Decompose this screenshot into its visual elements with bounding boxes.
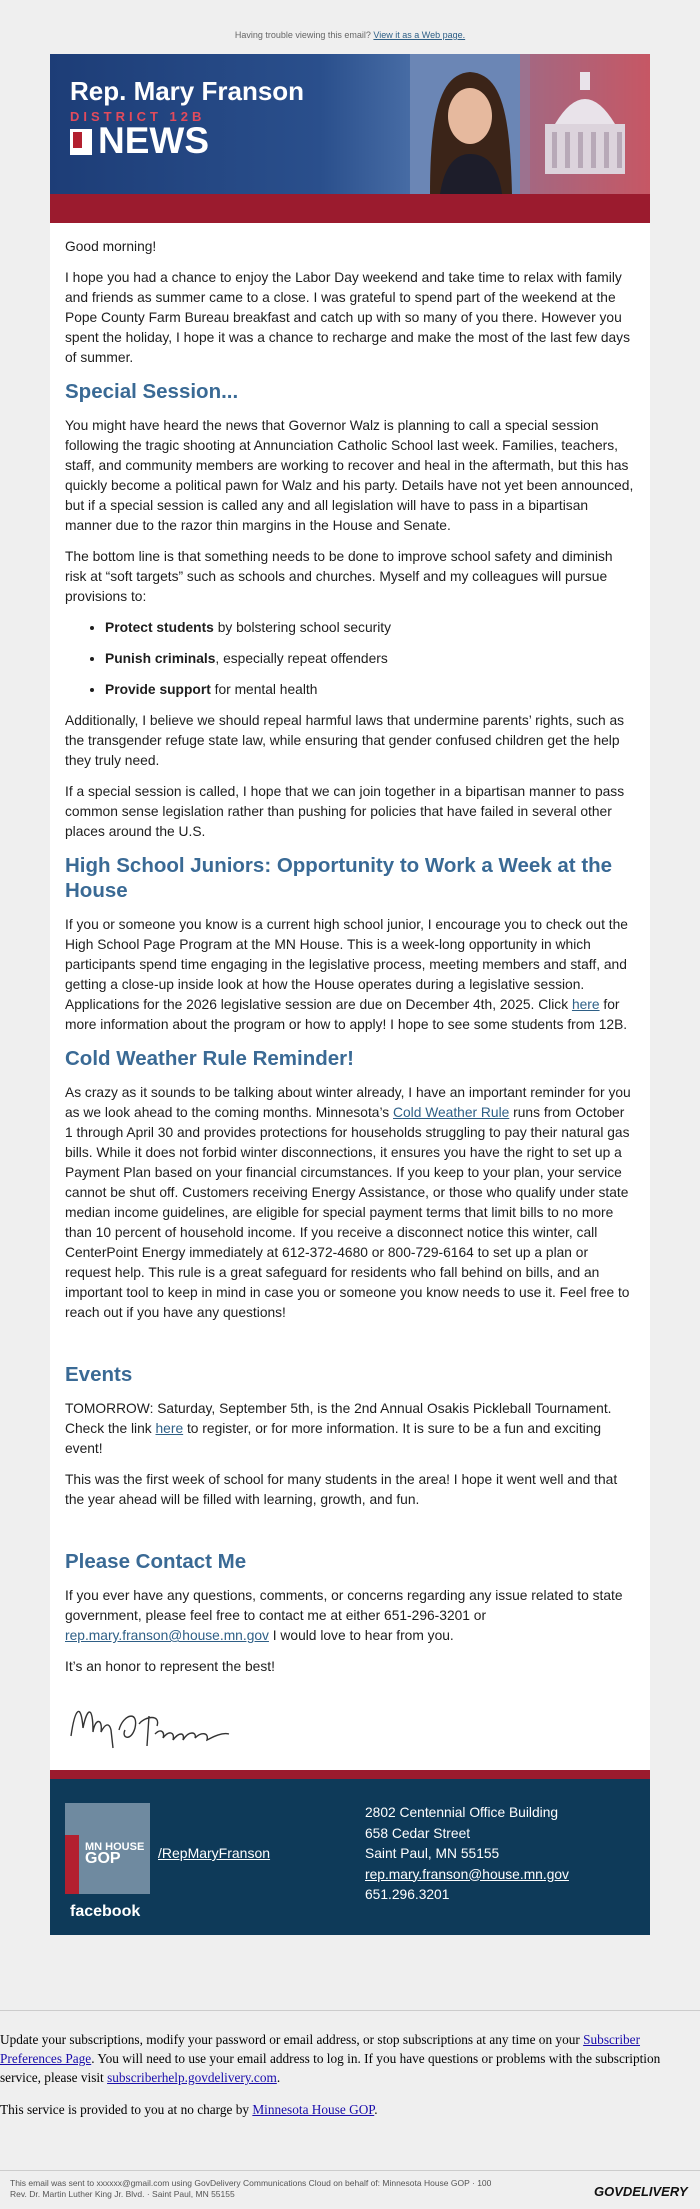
events-text: TOMORROW: Saturday, September 5th, is the 2nd Annual Osakis Pickleball Tournament. Check the link: [65, 1401, 612, 1436]
signature-image: [65, 1688, 265, 1754]
logo-text-line2: GOP: [85, 1850, 121, 1867]
sent-to-line: This email was sent to xxxxxx@gmail.com using GovDelivery Communications Cloud on behalf of: Minnesota House GOP · 100: [10, 2178, 492, 2188]
events-paragraph: [65, 1399, 635, 1459]
facebook-page-link[interactable]: /RepMaryFranson: [158, 1845, 271, 1861]
header-name: Rep. Mary Franson: [70, 76, 305, 106]
cold-weather-rule-link[interactable]: Cold Weather Rule: [393, 1105, 510, 1120]
portrait-photo: [410, 54, 530, 194]
special-session-heading: Special Session...: [65, 380, 239, 403]
list-item-text: for mental health: [210, 682, 318, 697]
house-gop-link[interactable]: Minnesota House GOP: [252, 2102, 375, 2117]
subscriber-preferences-link[interactable]: Subscriber Preferences Page: [0, 2032, 641, 2066]
special-session-paragraph: You might have heard the news that Governor Walz is planning to call a special session following the tragic shooting at Annunciation Catholic School last week. Families, teachers, staff, and community members are working to recover and heal in the aftermath, but this has quickly become a political pawn for Walz and his party. Details have not yet been announced, but if a special session is called any and all legislation will have to pass in a bipartisan manner due to the razor thin margins in the House and Senate.: [65, 418, 634, 533]
events-paragraph: This was the first week of school for many students in the area! I hope it went well and that the year ahead will be filled with learning, growth, and fun.: [65, 1472, 618, 1507]
divider: [0, 2010, 700, 2011]
service-text: .: [374, 2102, 378, 2117]
logo-text: [85, 1841, 144, 1866]
trouble-viewing-note: [0, 0, 700, 54]
subscription-text: .: [276, 2070, 281, 2085]
greeting: Good morning!: [65, 239, 157, 254]
special-session-paragraph: The bottom line is that something needs to be done to improve school safety and diminish risk at “soft targets” such as schools and churches. Myself and my colleagues will pursue provisions to:: [65, 549, 613, 604]
provisions-list: [65, 618, 635, 700]
cold-weather-text: As crazy as it sounds to be talking about winter already, I have an important reminder for you as we look ahead to the coming months. Minnesota’s: [65, 1085, 631, 1120]
logo-red-stripe: [65, 1835, 79, 1894]
list-item-text: , especially repeat offenders: [215, 651, 388, 666]
closing-line: It’s an honor to represent the best!: [65, 1659, 275, 1674]
footer-phone: 651.296.3201: [365, 1887, 450, 1902]
list-item-bold: Protect students: [105, 620, 214, 635]
address-line: Saint Paul, MN 55155: [365, 1846, 500, 1861]
contact-text: If you ever have any questions, comments, or concerns regarding any issue related to state government, please feel free to contact me at either 651-296-3201 or: [65, 1588, 623, 1623]
contact-paragraph: [65, 1586, 635, 1646]
intro-paragraph: I hope you had a chance to enjoy the Labor Day weekend and take time to relax with family and friends as summer came to a close. I was grateful to spend part of the weekend at the Pope County Farm Bureau breakfast and catch up with so many of you there. However you spent the holiday, I hope it was a chance to recharge and make the most of the last few days of summer.: [65, 270, 630, 365]
page-program-heading: High School Juniors: Opportunity to Work a Week at the House: [65, 854, 613, 902]
footer-contact-block: [50, 1770, 650, 1935]
cold-weather-text: runs from October 1 through April 30 and provides protections for households struggling to pay their natural gas bills. While it does not forbid winter disconnections, it ensures you have the right to set up a Payment Plan based on your financial circumstances. If you keep to your plan, your service cannot be shut off. Customers receiving Energy Assistance, or those who qualify under state median income guidelines, are eligible for special payment terms that limit bills to no more than 10 percent of household income. If you receive a disconnect notice this winter, call CenterPoint Energy immediately at 612-372-4680 or 800-729-6164 to set up a plan or request help. This rule is a great safeguard for residents who fall behind on bills, and an important tool to keep in mind in case you or someone you know needs to use it. Feel free to reach out if you have any questions!: [65, 1105, 630, 1320]
address-line: 658 Cedar Street: [365, 1825, 471, 1841]
service-text: This service is provided to you at no charge by: [0, 2102, 253, 2117]
office-address: [365, 1803, 569, 1906]
service-paragraph: [0, 2100, 700, 2119]
capitol-building-image: [520, 54, 650, 194]
list-item-bold: Punish criminals: [105, 651, 216, 666]
cold-weather-heading: Cold Weather Rule Reminder!: [65, 1047, 354, 1070]
page-program-link[interactable]: here: [571, 997, 600, 1012]
footer-email-link[interactable]: rep.mary.franson@house.mn.gov: [365, 1866, 569, 1882]
facebook-icon[interactable]: facebook: [70, 1903, 141, 1920]
list-item: [105, 680, 635, 700]
header-red-bar: [50, 194, 650, 223]
page-program-text: If you or someone you know is a current high school junior, I encourage you to check out the High School Page Program at the MN House. This is a week-long opportunity in which participants spend time engaging in the legislative process, meeting members and staff, and getting a close-up inside look at how the House operates during a legislative session. Applications for the 2026 legislative session are due on December 4th, 2025. Click: [65, 917, 628, 1012]
mn-logo-icon: [70, 129, 92, 155]
page-program-paragraph: [65, 915, 635, 1035]
contact-heading: Please Contact Me: [65, 1550, 247, 1573]
header-district: DISTRICT 12B: [70, 109, 206, 124]
list-item: [105, 618, 635, 638]
newsletter-content: [50, 223, 650, 1770]
newsletter-header: [50, 54, 650, 194]
logo-text-line1: MN HOUSE: [85, 1841, 145, 1853]
contact-text: I would love to hear from you.: [268, 1628, 454, 1643]
view-web-page-link[interactable]: View it as a Web page.: [373, 30, 466, 40]
mn-house-gop-logo: [65, 1803, 150, 1894]
list-item: [105, 649, 635, 669]
govdelivery-logo: GOVDELIVERY: [594, 2184, 688, 2199]
list-item-text: by bolstering school security: [213, 620, 392, 635]
email-body: [50, 54, 650, 1935]
subscription-text: . You will need to use your email address to log in. If you have questions or problems with the subscription service, please visit: [0, 2051, 661, 2085]
events-text: to register, or for more information. It is sure to be a fun and exciting event!: [65, 1421, 602, 1456]
subscriber-help-link[interactable]: subscriberhelp.govdelivery.com: [107, 2070, 277, 2085]
trouble-viewing-text: Having trouble viewing this email?: [234, 30, 371, 40]
page-program-text: for more information about the program or how to apply! I hope to see some students from 12B.: [65, 997, 628, 1032]
pickleball-link[interactable]: here: [155, 1421, 184, 1436]
subscription-text: Update your subscriptions, modify your password or email address, or stop subscriptions at any time on your: [0, 2032, 584, 2047]
subscription-notice: [0, 2030, 700, 2132]
header-news: NEWS: [98, 120, 209, 161]
special-session-paragraph: Additionally, I believe we should repeal harmful laws that undermine parents’ rights, such as the transgender refuge state law, while ensuring that gender confused children get the help they truly need.: [65, 713, 625, 768]
contact-email-link[interactable]: rep.mary.franson@house.mn.gov: [65, 1628, 269, 1643]
address-line: 2802 Centennial Office Building: [365, 1805, 559, 1820]
cold-weather-paragraph: [65, 1083, 635, 1323]
signature: [65, 1688, 635, 1760]
sent-to-line: Rev. Dr. Martin Luther King Jr. Blvd. · Saint Paul, MN 55155: [10, 2189, 235, 2199]
list-item-bold: Provide support: [105, 682, 211, 697]
sent-to-note: [10, 2178, 590, 2200]
special-session-paragraph: If a special session is called, I hope that we can join together in a bipartisan manner to pass common sense legislation rather than pushing for policies that have failed in several other places around the U.S.: [65, 784, 625, 839]
events-heading: Events: [65, 1363, 133, 1386]
divider: [0, 2170, 700, 2171]
subscription-paragraph: [0, 2030, 700, 2087]
